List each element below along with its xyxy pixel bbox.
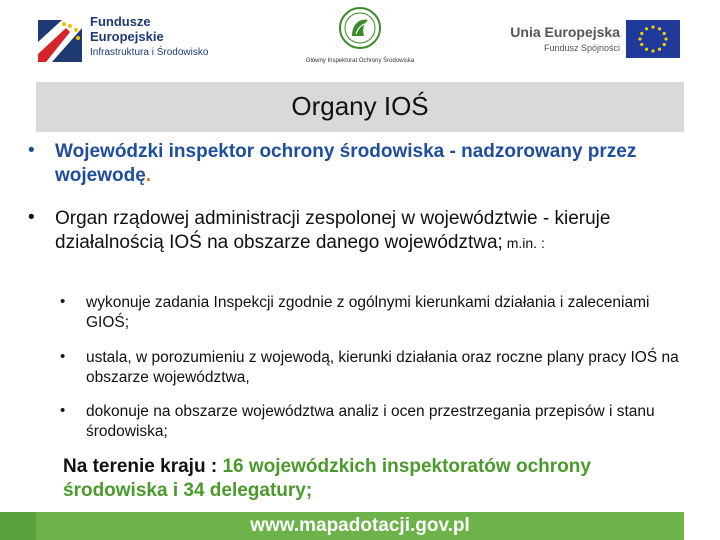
bullet-dot-icon: • [60,293,66,310]
bullet-item-2-main: Organ rządowej administracji zespolonej w województwie - kieruje działalnością IOŚ na obszarze danego województwa [55,208,611,253]
bullet-dot-icon: • [28,207,35,228]
bullet-item-1-text [55,140,688,188]
sub-bullet-1 [60,293,685,333]
footer-bar [36,512,684,540]
fe-logo-line2: Europejskie [90,29,164,44]
fundusze-europejskie-logo [36,12,216,66]
summary-lead: Na terenie kraju : [63,456,223,477]
summary-text [63,455,683,503]
gios-caption: Główny Inspektorat Ochrony Środowiska [305,58,415,64]
eu-flag-icon [626,20,680,58]
fe-logo-line3: Infrastruktura i Środowisko [90,47,209,58]
sub-bullet-2-text: ustala, w porozumieniu z wojewodą, kierunki działania oraz roczne plany pracy IOŚ na obszarze województwa, [86,349,679,386]
bullet-dot-icon: • [60,402,66,419]
footer-left-block [0,512,36,540]
bullet-item-2-small: m.in. : [502,235,545,251]
sub-bullet-2 [60,348,685,388]
page-title: Organy IOŚ [291,91,429,121]
bullet-item-2-sep: ; [497,232,503,253]
bullet-dot-icon: • [60,348,66,365]
fe-flag-icon [36,14,84,64]
bullet-item-1-tail: . [145,165,152,186]
bullet-item-2 [28,207,688,255]
sub-bullet-1-text: wykonuje zadania Inspekcji zgodnie z ogólnymi kierunkami działania i zaleceniami GIOŚ; [86,294,650,331]
fe-logo-line1: Fundusze [90,14,151,29]
summary-highlight: 16 wojewódzkich inspektoratów ochrony środowiska i 34 delegatury; [63,456,591,501]
title-bar [36,82,684,132]
unia-europejska-logo [500,18,690,62]
sub-bullet-3 [60,402,685,442]
bullet-item-1 [28,140,688,188]
footer-url-link[interactable]: www.mapadotacji.gov.pl [250,515,470,536]
ue-logo-line2: Fundusz Spójności [543,43,620,53]
bullet-dot-icon: • [28,140,35,161]
footer-left-strip [0,512,36,540]
bullet-item-1-main: Wojewódzki inspektor ochrony środowiska - nadzorowany przez wojewodę [55,141,637,186]
sub-bullet-3-text: dokonuje na obszarze województwa analiz i ocen przestrzegania przepisów i stanu środowiska; [86,403,655,440]
bullet-item-2-text [55,207,688,255]
ue-logo-line1: Unia Europejska [510,24,620,40]
gios-logo [300,6,420,66]
gios-emblem-icon [338,6,382,50]
